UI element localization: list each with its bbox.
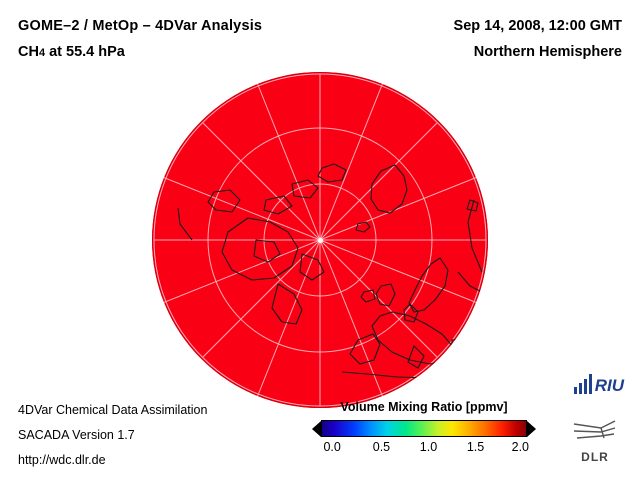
colorbar-tick: 2.0 — [511, 440, 530, 454]
region-label: Northern Hemisphere — [473, 44, 622, 60]
colorbar-gradient — [321, 420, 527, 437]
colorbar-tick: 0.5 — [372, 440, 391, 454]
dlr-logo-text: DLR — [581, 450, 609, 464]
globe-disc — [152, 72, 488, 408]
footer-line-url[interactable]: http://wdc.dlr.de — [18, 453, 106, 467]
colorbar-row — [312, 420, 536, 437]
globe-map — [152, 72, 488, 408]
species-subscript: 4 — [38, 47, 46, 59]
riu-bars-icon — [574, 374, 592, 394]
colorbar-under-range-arrow-icon — [312, 421, 321, 437]
riu-logo — [574, 374, 624, 394]
pressure-level: at 55.4 hPa — [45, 44, 125, 60]
footer-line-version: SACADA Version 1.7 — [18, 428, 135, 442]
north-pole-dot — [318, 238, 323, 243]
colorbar-tick: 0.0 — [323, 440, 341, 454]
colorbar-tick: 1.5 — [466, 440, 485, 454]
figure-title: GOME–2 / MetOp – 4DVar Analysis — [18, 18, 263, 34]
species-name: CH — [18, 44, 39, 60]
colorbar-tick: 1.0 — [419, 440, 438, 454]
dlr-bird-icon — [571, 418, 619, 444]
colorbar-tick-labels — [312, 440, 536, 458]
colorbar-over-range-arrow-icon — [527, 421, 536, 437]
riu-logo-text: RIU — [594, 376, 624, 395]
footer-line-assimilation: 4DVar Chemical Data Assimilation — [18, 403, 208, 417]
colorbar-block — [312, 400, 536, 458]
species-level-label — [18, 44, 125, 60]
date-label: Sep 14, 2008, 12:00 GMT — [453, 18, 622, 34]
dlr-logo — [566, 418, 624, 464]
colorbar-title: Volume Mixing Ratio [ppmv] — [340, 400, 508, 414]
